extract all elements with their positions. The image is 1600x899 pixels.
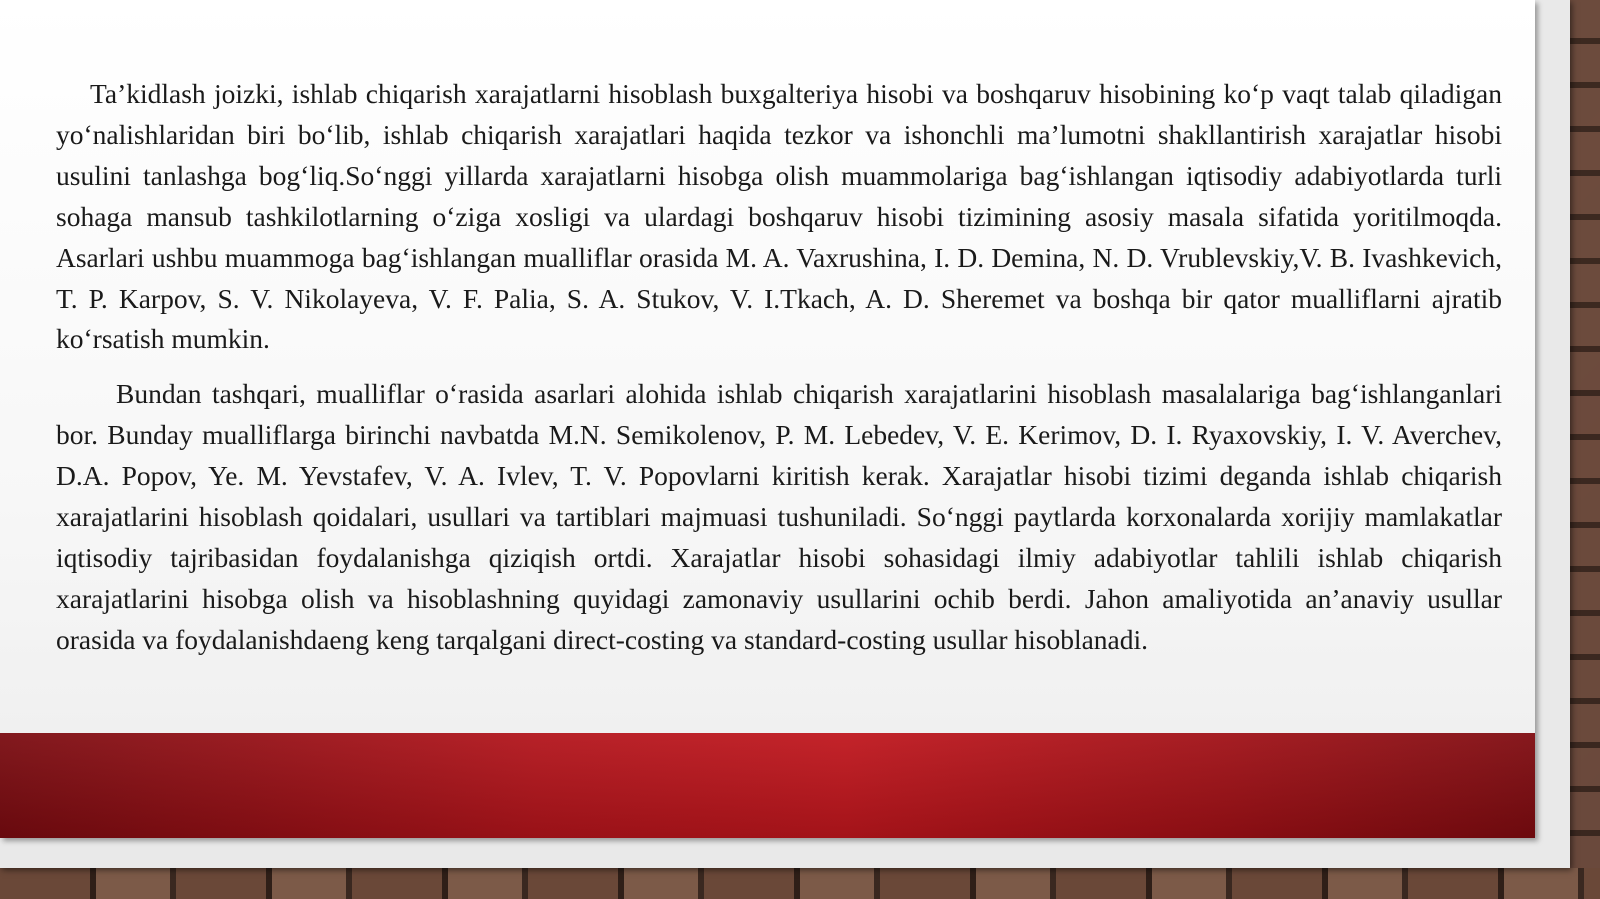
paragraph-1: Ta’kidlash joizki, ishlab chiqarish xarajatlarni hisoblash buxgalteriya hisobi va boshqaruv hisobining ko‘p vaqt talab qiladigan yo‘nalishlaridan biri bo‘lib, ishlab chiqarish xarajatlari haqida tezkor va ishonchli ma’lumotni shakllantirish xarajatlar hisobi usulini tanlashga bog‘liq.So‘nggi yillarda xarajatlarni hisobga olish muammolariga bag‘ishlangan iqtisodiy adabiyotlarda turli sohaga mansub tashkilotlarning o‘ziga xosligi va ulardagi boshqaruv hisobi tizimining asosiy masala sifatida yoritilmoqda. Asarlari ushbu muammoga bag‘ishlangan mualliflar orasida M. A. Vaxrushina, I. D. Demina, N. D. Vrublevskiy,V. B. Ivashkevich, T. P. Karpov, S. V. Nikolayeva, V. F. Palia, S. A. Stukov, V. I.Tkach, A. D. Sheremet va boshqa bir qator mualliflarni ajratib ko‘rsatish mumkin. — [56, 78, 1502, 355]
paragraph-2: Bundan tashqari, mualliflar o‘rasida asarlari alohida ishlab chiqarish xarajatlarini hisoblash masalalariga bag‘ishlanganlari bor. Bunday mualliflarga birinchi navbatda M.N. Semikolenov, P. M. Lebedev, V. E. Kerimov, D. I. Ryaxovskiy, I. V. Averchev, D.A. Popov, Ye. M. Yevstafev, V. A. Ivlev, T. V. Popovlarni kiritish kerak. Xarajatlar hisobi tizimi deganda ishlab chiqarish xarajatlarini hisoblash qoidalari, usullari va tartiblari majmuasi tushuniladi. So‘nggi paytlarda korxonalarda xorijiy mamlakatlar iqtisodiy tajribasidan foydalanishga qiziqish ortdi. Xarajatlar hisobi sohasidagi ilmiy adabiyotlar tahlili ishlab chiqarish xarajatlarini hisobga olish va hisoblashning quyidagi zamonaviy usullarini ochib berdi. Jahon amaliyotida an’anaviy usullar orasida va foydalanishdaeng keng tarqalgani direct-costing va standard-costing usullar hisoblanadi. — [56, 378, 1502, 655]
slide-text-body — [56, 74, 1502, 661]
red-footer-band — [0, 733, 1535, 838]
brick-background-bottom — [0, 868, 1600, 899]
